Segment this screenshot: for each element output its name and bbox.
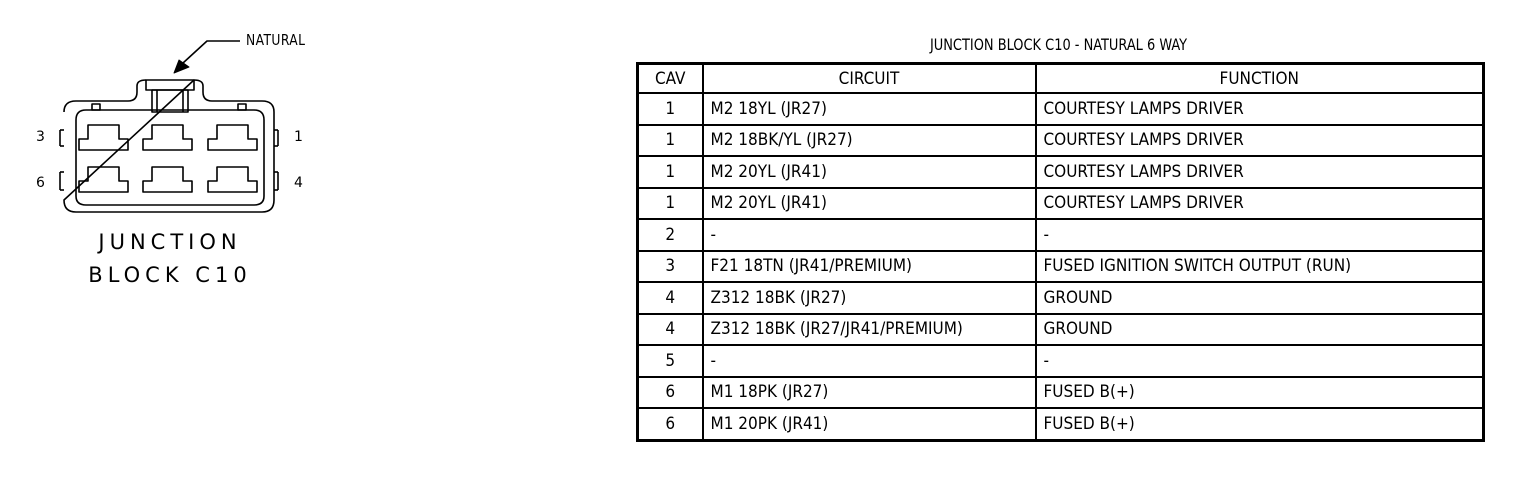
function-cell: FUSED IGNITION SWITCH OUTPUT (RUN): [1036, 251, 1484, 283]
function-cell: FUSED B(+): [1036, 377, 1484, 409]
circuit-cell: M1 20PK (JR41): [703, 408, 1036, 440]
function-cell: COURTESY LAMPS DRIVER: [1036, 156, 1484, 188]
cavity-4-outline: [208, 167, 257, 192]
circuit-cell: -: [703, 219, 1036, 251]
connector-title-line1: JUNCTION: [98, 230, 242, 254]
table-row: [638, 408, 1484, 440]
table-row: [638, 219, 1484, 251]
header-circuit: CIRCUIT: [703, 64, 1036, 94]
table-row: [638, 314, 1484, 346]
cav-cell: 4: [638, 282, 703, 314]
latch-outer: [146, 80, 194, 90]
cav-cell: 5: [638, 345, 703, 377]
circuit-cell: M2 20YL (JR41): [703, 188, 1036, 220]
cavity-1-outline: [208, 125, 257, 150]
header-function: FUNCTION: [1036, 64, 1484, 94]
cavity-label-top-right: 1: [294, 129, 303, 145]
function-cell: GROUND: [1036, 282, 1484, 314]
cavity-5-outline: [143, 167, 192, 192]
circuit-cell: M1 18PK (JR27): [703, 377, 1036, 409]
table-row: [638, 345, 1484, 377]
circuit-cell: M2 20YL (JR41): [703, 156, 1036, 188]
header-cav: CAV: [638, 64, 703, 94]
cavity-label-top-left: 3: [36, 129, 45, 145]
table-row: [638, 188, 1484, 220]
circuit-cell: F21 18TN (JR41/PREMIUM): [703, 251, 1036, 283]
cav-cell: 2: [638, 219, 703, 251]
circuit-cell: Z312 18BK (JR27): [703, 282, 1036, 314]
cavity-label-bottom-left: 6: [36, 175, 45, 191]
function-cell: COURTESY LAMPS DRIVER: [1036, 188, 1484, 220]
table-title: JUNCTION BLOCK C10 - NATURAL 6 WAY: [929, 35, 1188, 54]
cav-cell: 4: [638, 314, 703, 346]
function-cell: FUSED B(+): [1036, 408, 1484, 440]
table-row: [638, 251, 1484, 283]
table-header-row: [638, 64, 1484, 94]
cav-cell: 1: [638, 156, 703, 188]
cav-cell: 6: [638, 377, 703, 409]
pinout-table: [636, 62, 1485, 442]
function-cell: -: [1036, 345, 1484, 377]
callout-leader-line: [183, 41, 240, 63]
natural-callout-label: NATURAL: [246, 31, 306, 49]
cav-cell: 6: [638, 408, 703, 440]
table-row: [638, 125, 1484, 157]
table-row: [638, 93, 1484, 125]
cav-cell: 3: [638, 251, 703, 283]
table-row: [638, 156, 1484, 188]
circuit-cell: M2 18BK/YL (JR27): [703, 125, 1036, 157]
circuit-cell: -: [703, 345, 1036, 377]
connector-title-line2: BLOCK C10: [88, 263, 252, 287]
cav-cell: 1: [638, 93, 703, 125]
table-row: [638, 282, 1484, 314]
table-row: [638, 377, 1484, 409]
cav-cell: 1: [638, 188, 703, 220]
callout-arrowhead: [174, 60, 189, 73]
cavity-2-outline: [143, 125, 192, 150]
connector-face-view: [0, 0, 340, 300]
cav-cell: 1: [638, 125, 703, 157]
circuit-cell: Z312 18BK (JR27/JR41/PREMIUM): [703, 314, 1036, 346]
function-cell: COURTESY LAMPS DRIVER: [1036, 125, 1484, 157]
function-cell: GROUND: [1036, 314, 1484, 346]
circuit-cell: M2 18YL (JR27): [703, 93, 1036, 125]
cavity-3-outline: [79, 125, 128, 150]
cavity-label-bottom-right: 4: [294, 175, 303, 191]
function-cell: -: [1036, 219, 1484, 251]
function-cell: COURTESY LAMPS DRIVER: [1036, 93, 1484, 125]
